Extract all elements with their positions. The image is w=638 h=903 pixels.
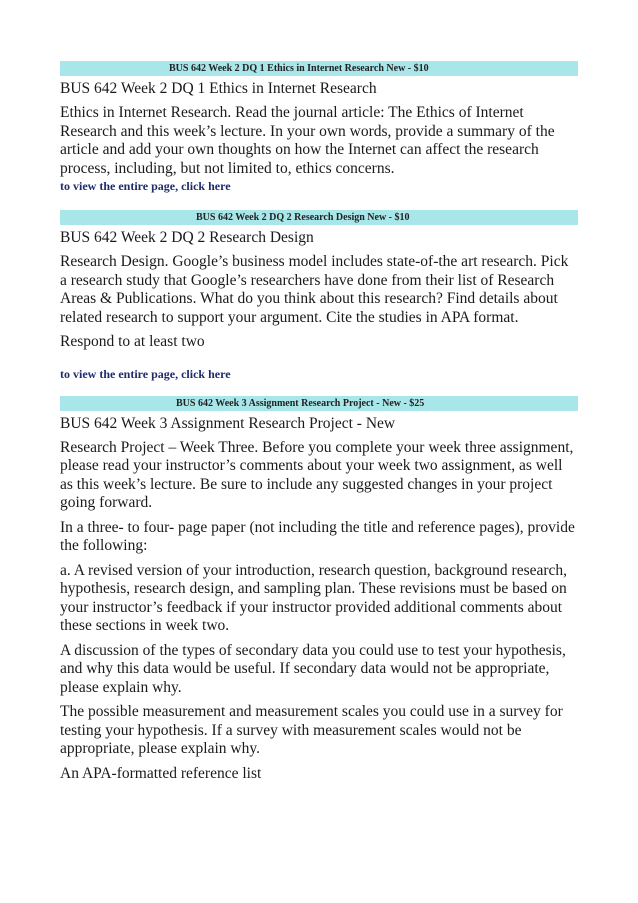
section-heading: BUS 642 Week 2 DQ 1 Ethics in Internet Research — [60, 80, 377, 97]
section-bar-text: BUS 642 Week 3 Assignment Research Project - New - $25 — [176, 397, 425, 409]
section-paragraph: An APA-formatted reference list — [60, 764, 262, 782]
section-title-bar — [60, 396, 578, 411]
section-bar-text: BUS 642 Week 2 DQ 1 Ethics in Internet Research New - $10 — [169, 63, 429, 74]
section-heading: BUS 642 Week 3 Assignment Research Project - New — [60, 414, 396, 432]
product-section — [60, 61, 578, 194]
section-paragraph: The possible measurement and measurement scales you could use in a survey for testing your hypothesis. If a survey with measurement scales would not be appropriate, please explain why. — [60, 703, 563, 757]
section-paragraph: Ethics in Internet Research. Read the journal article: The Ethics of Internet Research and this week’s lecture. In your own words, provide a summary of the article and add your own thoughts on how the Internet can affect the research process, including, but not limited to, ethics concerns. — [60, 104, 555, 177]
section-paragraph: A discussion of the types of secondary data you could use to test your hypothesis, and why this data would be useful. If secondary data would not be appropriate, please explain why. — [60, 641, 566, 696]
section-bar-text: BUS 642 Week 2 DQ 2 Research Design New - $10 — [196, 212, 410, 223]
view-page-link[interactable]: to view the entire page, click here — [60, 366, 231, 381]
product-section — [60, 396, 578, 784]
product-section — [60, 210, 578, 382]
section-title-bar — [60, 210, 578, 225]
section-paragraph: Research Project – Week Three. Before you complete your week three assignment, please read your instructor’s comments about your week two assignment, as well as this week’s lecture. Be sure to include any suggested changes in your project going forward. — [60, 438, 574, 511]
section-paragraph: Research Design. Google’s business model includes state-of-the art research. Pick a research study that Google’s researchers have done from their list of Research Areas & Publications. What do you think about this research? Find details about related research to support your argument. Cite the studies in APA format. — [60, 253, 569, 326]
section-paragraph: In a three- to four- page paper (not including the title and reference pages), provide the following: — [60, 518, 575, 554]
section-heading: BUS 642 Week 2 DQ 2 Research Design — [60, 229, 314, 246]
section-paragraph: a. A revised version of your introduction, research question, background research, hypothesis, research design, and sampling plan. These revisions must be based on your instructor’s feedback if your instructor provided additional comments about these sections in week two. — [60, 561, 568, 634]
view-page-link[interactable]: to view the entire page, click here — [60, 179, 231, 193]
document-page — [60, 61, 578, 789]
section-title-bar — [60, 61, 578, 76]
section-paragraph: Respond to at least two — [60, 333, 205, 350]
